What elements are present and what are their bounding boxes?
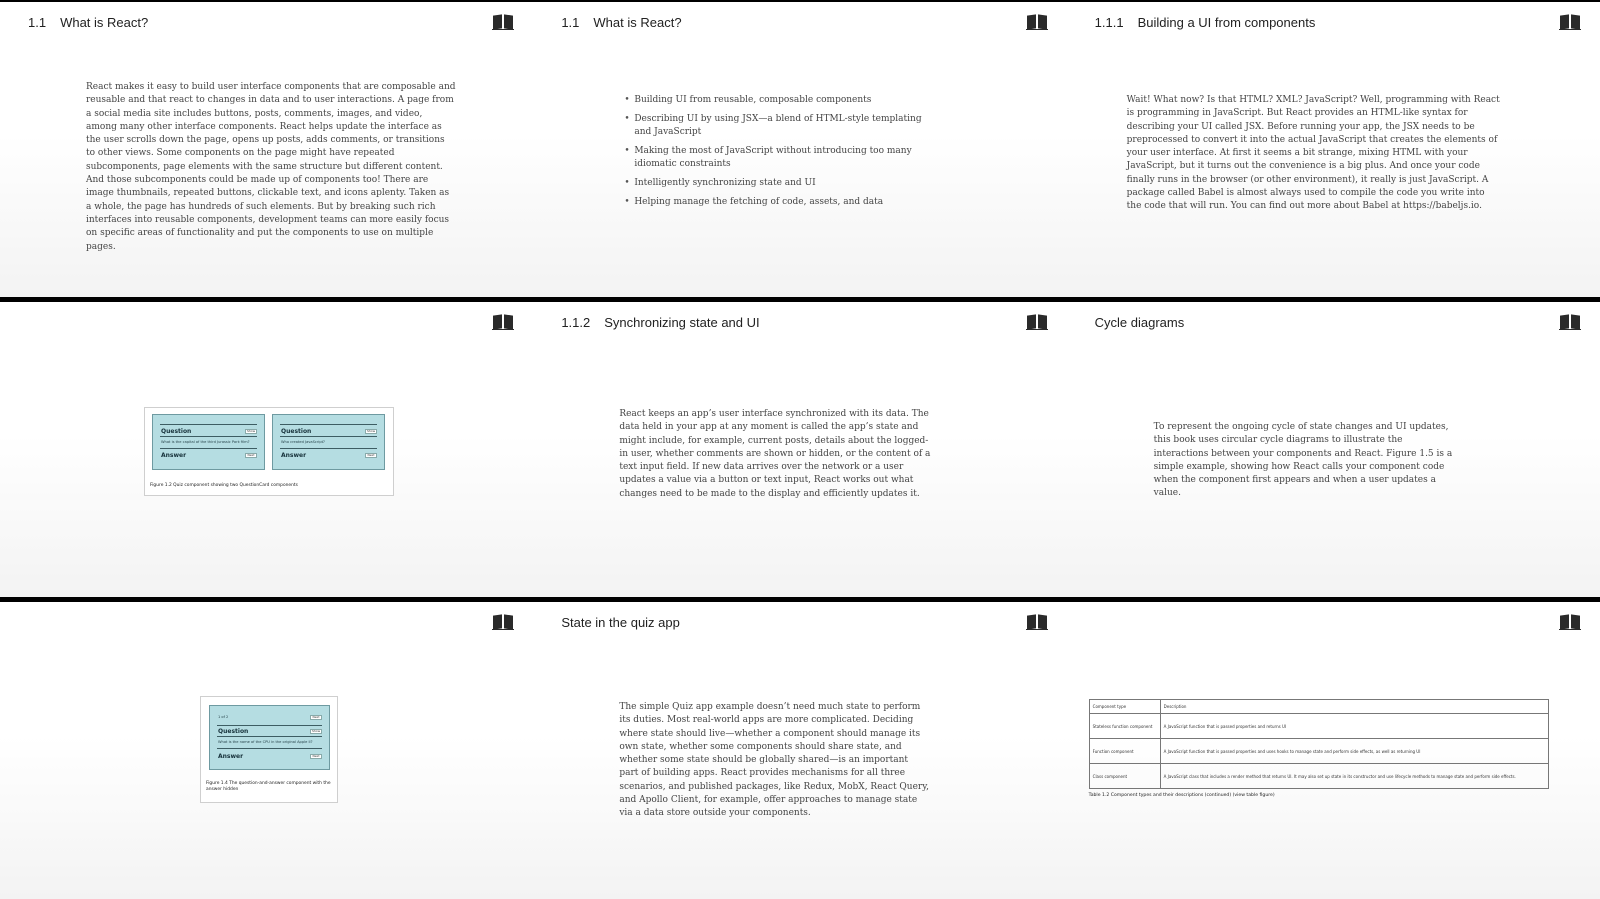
list-item: • Describing UI by using JSX—a blend of HTML-style templating and JavaScript <box>624 113 934 139</box>
slide-what-is-react-intro[interactable] <box>0 2 533 297</box>
slide-answer-hidden-figure[interactable] <box>0 602 533 899</box>
table-cell: Function component <box>1089 739 1160 764</box>
figure-question-answer <box>200 696 338 803</box>
figure-quiz-component <box>144 407 394 496</box>
table-cell: Class component <box>1089 764 1160 789</box>
table-row <box>1089 714 1548 739</box>
table-caption[interactable]: Table 1.2 Component types and their descriptions (continued) (view table figure) <box>1088 793 1275 798</box>
figure-caption: Figure 1.2 Quiz component showing two QuestionCard components <box>150 483 298 488</box>
question-label: Question <box>281 428 312 435</box>
table-cell: A JavaScript function that is passed properties and uses hooks to manage state and perform side effects, as well as returning UI <box>1160 739 1548 764</box>
next-top-button[interactable]: Next <box>310 715 322 720</box>
table-cell: Stateless function component <box>1089 714 1160 739</box>
slide-title <box>1095 315 1185 330</box>
question-text: What is the name of the CPU in the original Apple II? <box>218 740 313 744</box>
slide-what-is-react-list[interactable] <box>533 2 1066 297</box>
book-icon[interactable] <box>1026 14 1048 30</box>
table-header: Component type <box>1089 700 1160 714</box>
list-item: • Intelligently synchronizing state and UI <box>624 177 934 190</box>
slide-paragraph: Wait! What now? Is that HTML? XML? JavaScript? Well, programming with React is programming in JavaScript. But React provides an HTML-like syntax for describing your UI called JSX. Before running your app, the JSX needs to be preprocessed to convert it into the actual JavaScript that creates the elements of your user interface. At first it seems a bit strange, mixing HTML with your JavaScript, but it turns out the convenience is a big plus. And once your code finally runs in the browser (or other environment), it really is just JavaScript. A package called Babel is almost always used to compile the code you write into the code that will run. You can find out more about Babel at https://babeljs.io. <box>1126 95 1500 212</box>
slide-cycle-diagrams[interactable] <box>1067 302 1600 597</box>
book-icon[interactable] <box>1559 614 1581 630</box>
section-title: What is React? <box>60 15 149 30</box>
table-cell: A JavaScript function that is passed properties and returns UI <box>1160 714 1548 739</box>
slide-title <box>561 615 680 630</box>
next-button[interactable]: Next <box>245 453 257 458</box>
table-cell: A JavaScript class that includes a render method that returns UI. It may also set up state in its constructor and use lifecycle methods to manage state and perform side effects. <box>1160 764 1548 789</box>
component-types-table <box>1089 699 1549 789</box>
show-button[interactable]: Show <box>366 429 376 433</box>
answer-label: Answer <box>218 753 244 760</box>
book-icon[interactable] <box>1559 14 1581 30</box>
section-number: 1.1.2 <box>561 315 591 330</box>
table-row <box>1089 739 1548 764</box>
slide-quiz-figure[interactable] <box>0 302 533 597</box>
section-title: Cycle diagrams <box>1094 315 1185 330</box>
table-header: Description <box>1160 700 1548 714</box>
slide-title <box>1095 15 1316 30</box>
question-card <box>152 414 265 470</box>
table-row <box>1089 764 1548 789</box>
show-button[interactable]: Show <box>246 429 256 433</box>
book-icon[interactable] <box>1559 314 1581 330</box>
question-text: Who created JavaScript? <box>281 440 325 444</box>
answer-label: Answer <box>161 452 187 459</box>
question-label: Question <box>218 728 249 735</box>
section-number: 1.1 <box>28 15 47 30</box>
list-item: • Helping manage the fetching of code, assets, and data <box>624 196 934 209</box>
section-number: 1.1 <box>561 15 580 30</box>
book-icon[interactable] <box>1026 314 1048 330</box>
slide-grid <box>0 2 1600 899</box>
slide-synchronizing-state[interactable] <box>533 302 1066 597</box>
slide-paragraph: To represent the ongoing cycle of state changes and UI updates, this book uses circular cycle diagrams to illustrate the interactions between your components and React. Figure 1.5 is a simple example, showing how React calls your component code when the component first appears and when a user updates a value. <box>1153 422 1453 499</box>
figure-caption: Figure 1.4 The question-and-answer component with the answer hidden <box>206 781 331 792</box>
next-button[interactable]: Next <box>310 754 322 759</box>
section-title: Synchronizing state and UI <box>604 315 760 330</box>
slide-building-ui[interactable] <box>1067 2 1600 297</box>
slide-state-quiz-app[interactable] <box>533 602 1066 899</box>
slide-paragraph: The simple Quiz app example doesn’t need much state to perform its duties. Most real-world apps are more complicated. Deciding where state should live—whether a component should manage its own state, whether some components should share state, and whether some state should be globally shared—is an important part of building apps. React provides mechanisms for all three scenarios, and published packages, like Redux, MobX, React Query, and Apollo Client, for example, offer approaches to manage state via a data store outside your components. <box>619 702 929 819</box>
list-item: • Making the most of JavaScript without introducing too many idiomatic constraints <box>624 145 934 171</box>
slide-paragraph: React keeps an app’s user interface synchronized with its data. The data held in your app at any moment is called the app’s state and might include, for example, current posts, details about the logged-in user, whether comments are shown or hidden, or the content of a text input field. If new data arrives over the network or a user updates a value via a button or text input, React works out what changes need to be made to the display and efficiently updates it. <box>619 409 931 499</box>
answer-label: Answer <box>281 452 307 459</box>
show-button[interactable]: Show <box>311 729 321 733</box>
question-text: What is the capital of the third Jurassic Park film? <box>161 440 250 444</box>
section-title: What is React? <box>593 15 682 30</box>
book-icon[interactable] <box>492 314 514 330</box>
list-item: • Building UI from reusable, composable components <box>624 94 934 107</box>
question-card <box>209 705 330 770</box>
slide-paragraph: React makes it easy to build user interface components that are composable and reusable and that react to changes in data and to user interactions. A page from a social media site includes buttons, posts, comments, images, and video, among many other interface components. React helps update the interface as the user scrolls down the page, opens up posts, adds comments, or transitions to other views. Some components on the page might have repeated subcomponents, page elements with the same structure but different content. And those subcomponents could be made up of components too! There are image thumbnails, repeated buttons, clickable text, and icons aplenty. Taken as a whole, the page has hundreds of such elements. But by breaking such rich interfaces into reusable components, development teams can more easily focus on specific areas of functionality and put the components to use on multiple pages. <box>86 82 456 252</box>
book-icon[interactable] <box>1026 614 1048 630</box>
section-title: State in the quiz app <box>561 615 680 630</box>
slide-title <box>561 315 759 330</box>
slide-title <box>561 15 681 30</box>
question-label: Question <box>161 428 192 435</box>
slide-component-types-table[interactable] <box>1067 602 1600 899</box>
feature-list <box>624 94 934 215</box>
table-header-row <box>1089 700 1548 714</box>
book-icon[interactable] <box>492 14 514 30</box>
question-counter: 1 of 2 <box>218 715 229 719</box>
section-number: 1.1.1 <box>1094 15 1124 30</box>
slide-title <box>28 15 148 30</box>
book-icon[interactable] <box>492 614 514 630</box>
question-card <box>272 414 385 470</box>
next-button[interactable]: Next <box>365 453 377 458</box>
section-title: Building a UI from components <box>1137 15 1316 30</box>
